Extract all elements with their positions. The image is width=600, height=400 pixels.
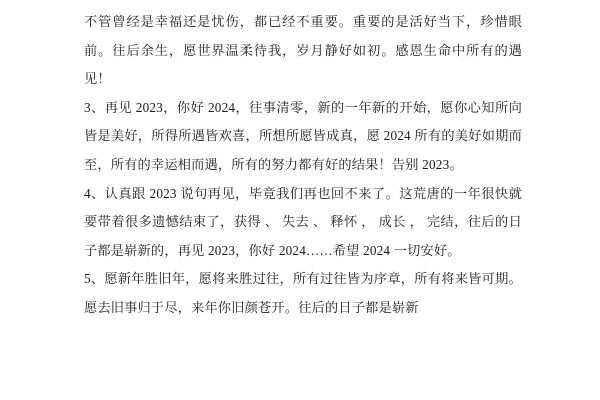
paragraph-1: 不管曾经是幸福还是忧伤，都已经不重要。重要的是活好当下，珍惜眼前。往后余生，愿世界温柔待我，岁月静好如初。感恩生命中所有的遇见！ bbox=[84, 14, 522, 87]
paragraph-2: 3、再见 2023，你好 2024，往事清零，新的一年新的开始，愿你心知所向皆是美好，所得所遇皆欢喜，所想所愿皆成真，愿 2024 所有的美好如期而至，所有的幸运相而遇，所有的努力都有好的结果！告别 2023。 bbox=[84, 99, 522, 172]
paragraph-4: 5、愿新年胜旧年，愿将来胜过往，所有过往皆为序章，所有将来皆可期。愿去旧事归于尽，来年你旧颜苍开。往后的日子都是崭新 bbox=[84, 271, 522, 315]
paragraph-3: 4、认真跟 2023 说句再见，毕竟我们再也回不来了。这荒唐的一年很快就要带着很多遗憾结束了，获得 、 失去 、 释怀 ， 成长 ， 完结，往后的日子都是崭新的，再见 2023，你好 2024……希望 2024 一切安好。 bbox=[84, 185, 522, 258]
